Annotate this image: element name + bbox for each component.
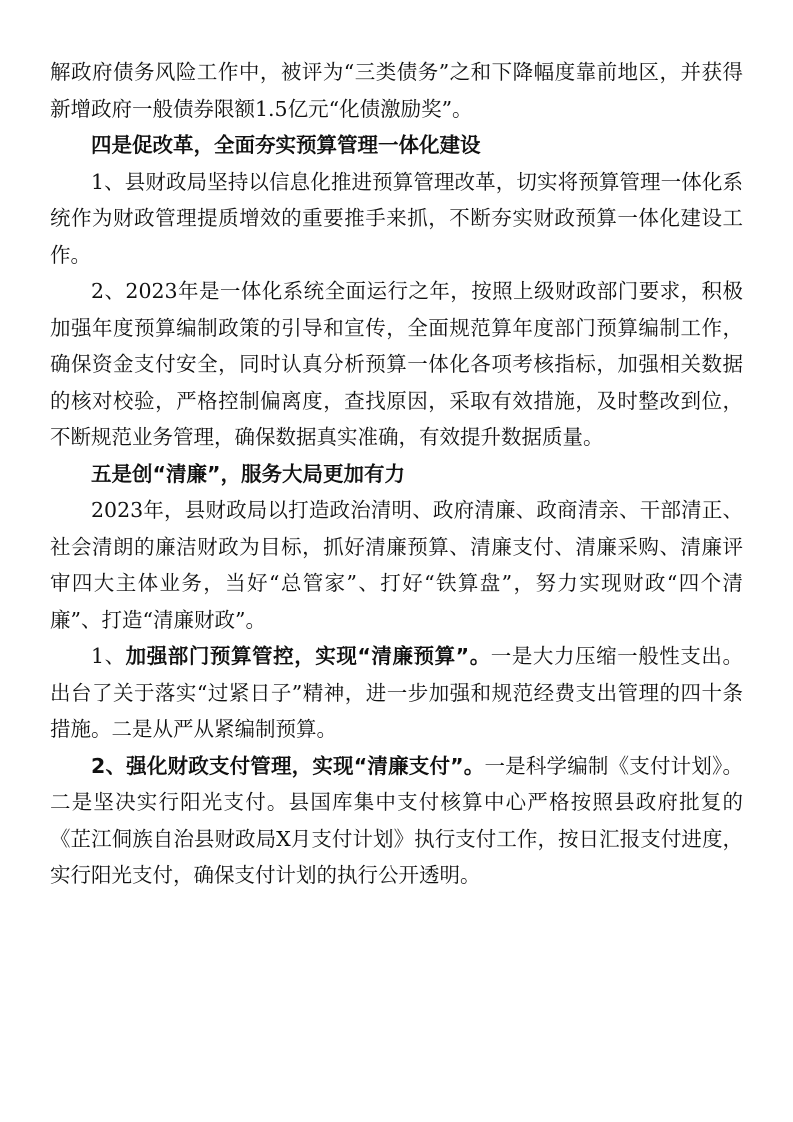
paragraph-debt-risk: 解政府债务风险工作中，被评为“三类债务”之和下降幅度靠前地区，并获得新增政府一般债券限额1.5亿元“化债激励奖”。 [50, 60, 743, 121]
document-page [50, 54, 743, 894]
heading-clean: 五是创“清廉”，服务大局更加有力 [91, 461, 405, 486]
clean-payment-title: 2、强化财政支付管理，实现“清廉支付”。 [91, 753, 485, 778]
clean-budget-number: 1、 [91, 644, 126, 668]
paragraph-clean-finance: 2023年，县财政局以打造政治清明、政府清廉、政商清亲、干部清正、社会清朗的廉洁财政为目标，抓好清廉预算、清廉支付、清廉采购、清廉评审四大主体业务，当好“总管家”、打好“铁算盘”，努力实现财政“四个清廉”、打造“清廉财政”。 [50, 498, 743, 632]
paragraph-2023-system: 2、2023年是一体化系统全面运行之年，按照上级财政部门要求，积极加强年度预算编制政策的引导和宣传，全面规范算年度部门预算编制工作，确保资金支付安全，同时认真分析预算一体化各项考核指标，加强相关数据的核对校验，严格控制偏离度，查找原因，采取有效措施，及时整改到位，不断规范业务管理，确保数据真实准确，有效提升数据质量。 [50, 279, 743, 449]
clean-budget-text: 一是大力压缩一般性支出。出台了关于落实“过紧日子”精神，进一步加强和规范经费支出管理的四十条措施。二是从严从紧编制预算。 [50, 644, 743, 741]
paragraph-clean-payment [50, 748, 743, 894]
paragraph-clean-budget [50, 638, 743, 748]
heading-reform: 四是促改革，全面夯实预算管理一体化建设 [91, 133, 481, 157]
clean-budget-title: 加强部门预算管控，实现“清廉预算”。 [125, 644, 491, 668]
paragraph-informatization: 1、县财政局坚持以信息化推进预算管理改革，切实将预算管理一体化系统作为财政管理提质增效的重要推手来抓，不断夯实财政预算一体化建设工作。 [50, 169, 743, 267]
clean-payment-text: 一是科学编制《支付计划》。二是坚决实行阳光支付。县国库集中支付核算中心严格按照县政府批复的《芷江侗族自治县财政局X月支付计划》执行支付工作，按日汇报支付进度，实行阳光支付，确保支付计划的执行公开透明。 [50, 753, 743, 887]
